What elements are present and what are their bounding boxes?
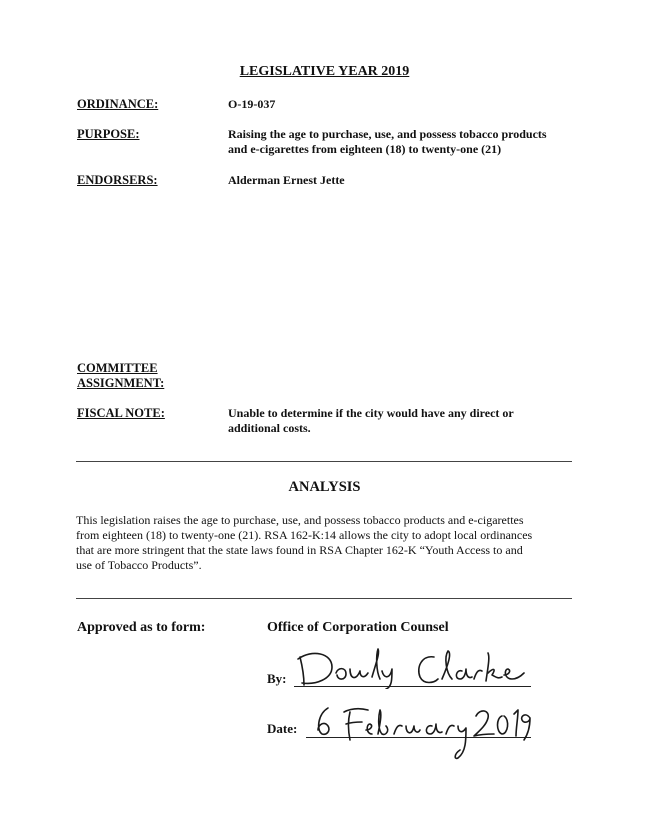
document-title: LEGISLATIVE YEAR 2019 — [239, 64, 410, 79]
fiscal-note-line-2: additional costs. — [228, 421, 311, 435]
ordinance-label: ORDINANCE: — [77, 97, 159, 111]
endorsers-label: ENDORSERS: — [77, 173, 158, 187]
divider-top — [76, 461, 572, 462]
divider-bottom — [76, 598, 572, 599]
purpose-label: PURPOSE: — [77, 127, 140, 141]
analysis-body — [76, 513, 576, 573]
office-name: Office of Corporation Counsel — [267, 620, 449, 635]
analysis-heading: ANALYSIS — [288, 479, 361, 495]
approved-as-to-form-label: Approved as to form: — [77, 620, 206, 635]
ordinance-value: O-19-037 — [228, 97, 276, 111]
analysis-line: This legislation raises the age to purchase, use, and possess tobacco products and e-cigarettes — [76, 513, 524, 527]
analysis-line: use of Tobacco Products”. — [76, 558, 202, 572]
analysis-line: that are more stringent that the state laws found in RSA Chapter 162-K “Youth Access to and — [76, 543, 523, 557]
committee-label-line-1: COMMITTEE — [77, 361, 158, 375]
purpose-line-2: and e-cigarettes from eighteen (18) to twenty-one (21) — [228, 142, 502, 156]
endorsers-value: Alderman Ernest Jette — [228, 173, 345, 187]
handwritten-signature — [292, 645, 532, 689]
committee-label-line-2: ASSIGNMENT: — [77, 376, 165, 390]
purpose-line-1: Raising the age to purchase, use, and possess tobacco products — [228, 127, 547, 141]
fiscal-note-label: FISCAL NOTE: — [77, 406, 165, 420]
handwritten-date — [308, 700, 534, 762]
fiscal-note-line-1: Unable to determine if the city would have any direct or — [228, 406, 514, 420]
date-label: Date: — [267, 721, 298, 736]
analysis-line: from eighteen (18) to twenty-one (21). RSA 162-K:14 allows the city to adopt local ordinances — [76, 528, 533, 542]
by-label: By: — [267, 671, 287, 686]
